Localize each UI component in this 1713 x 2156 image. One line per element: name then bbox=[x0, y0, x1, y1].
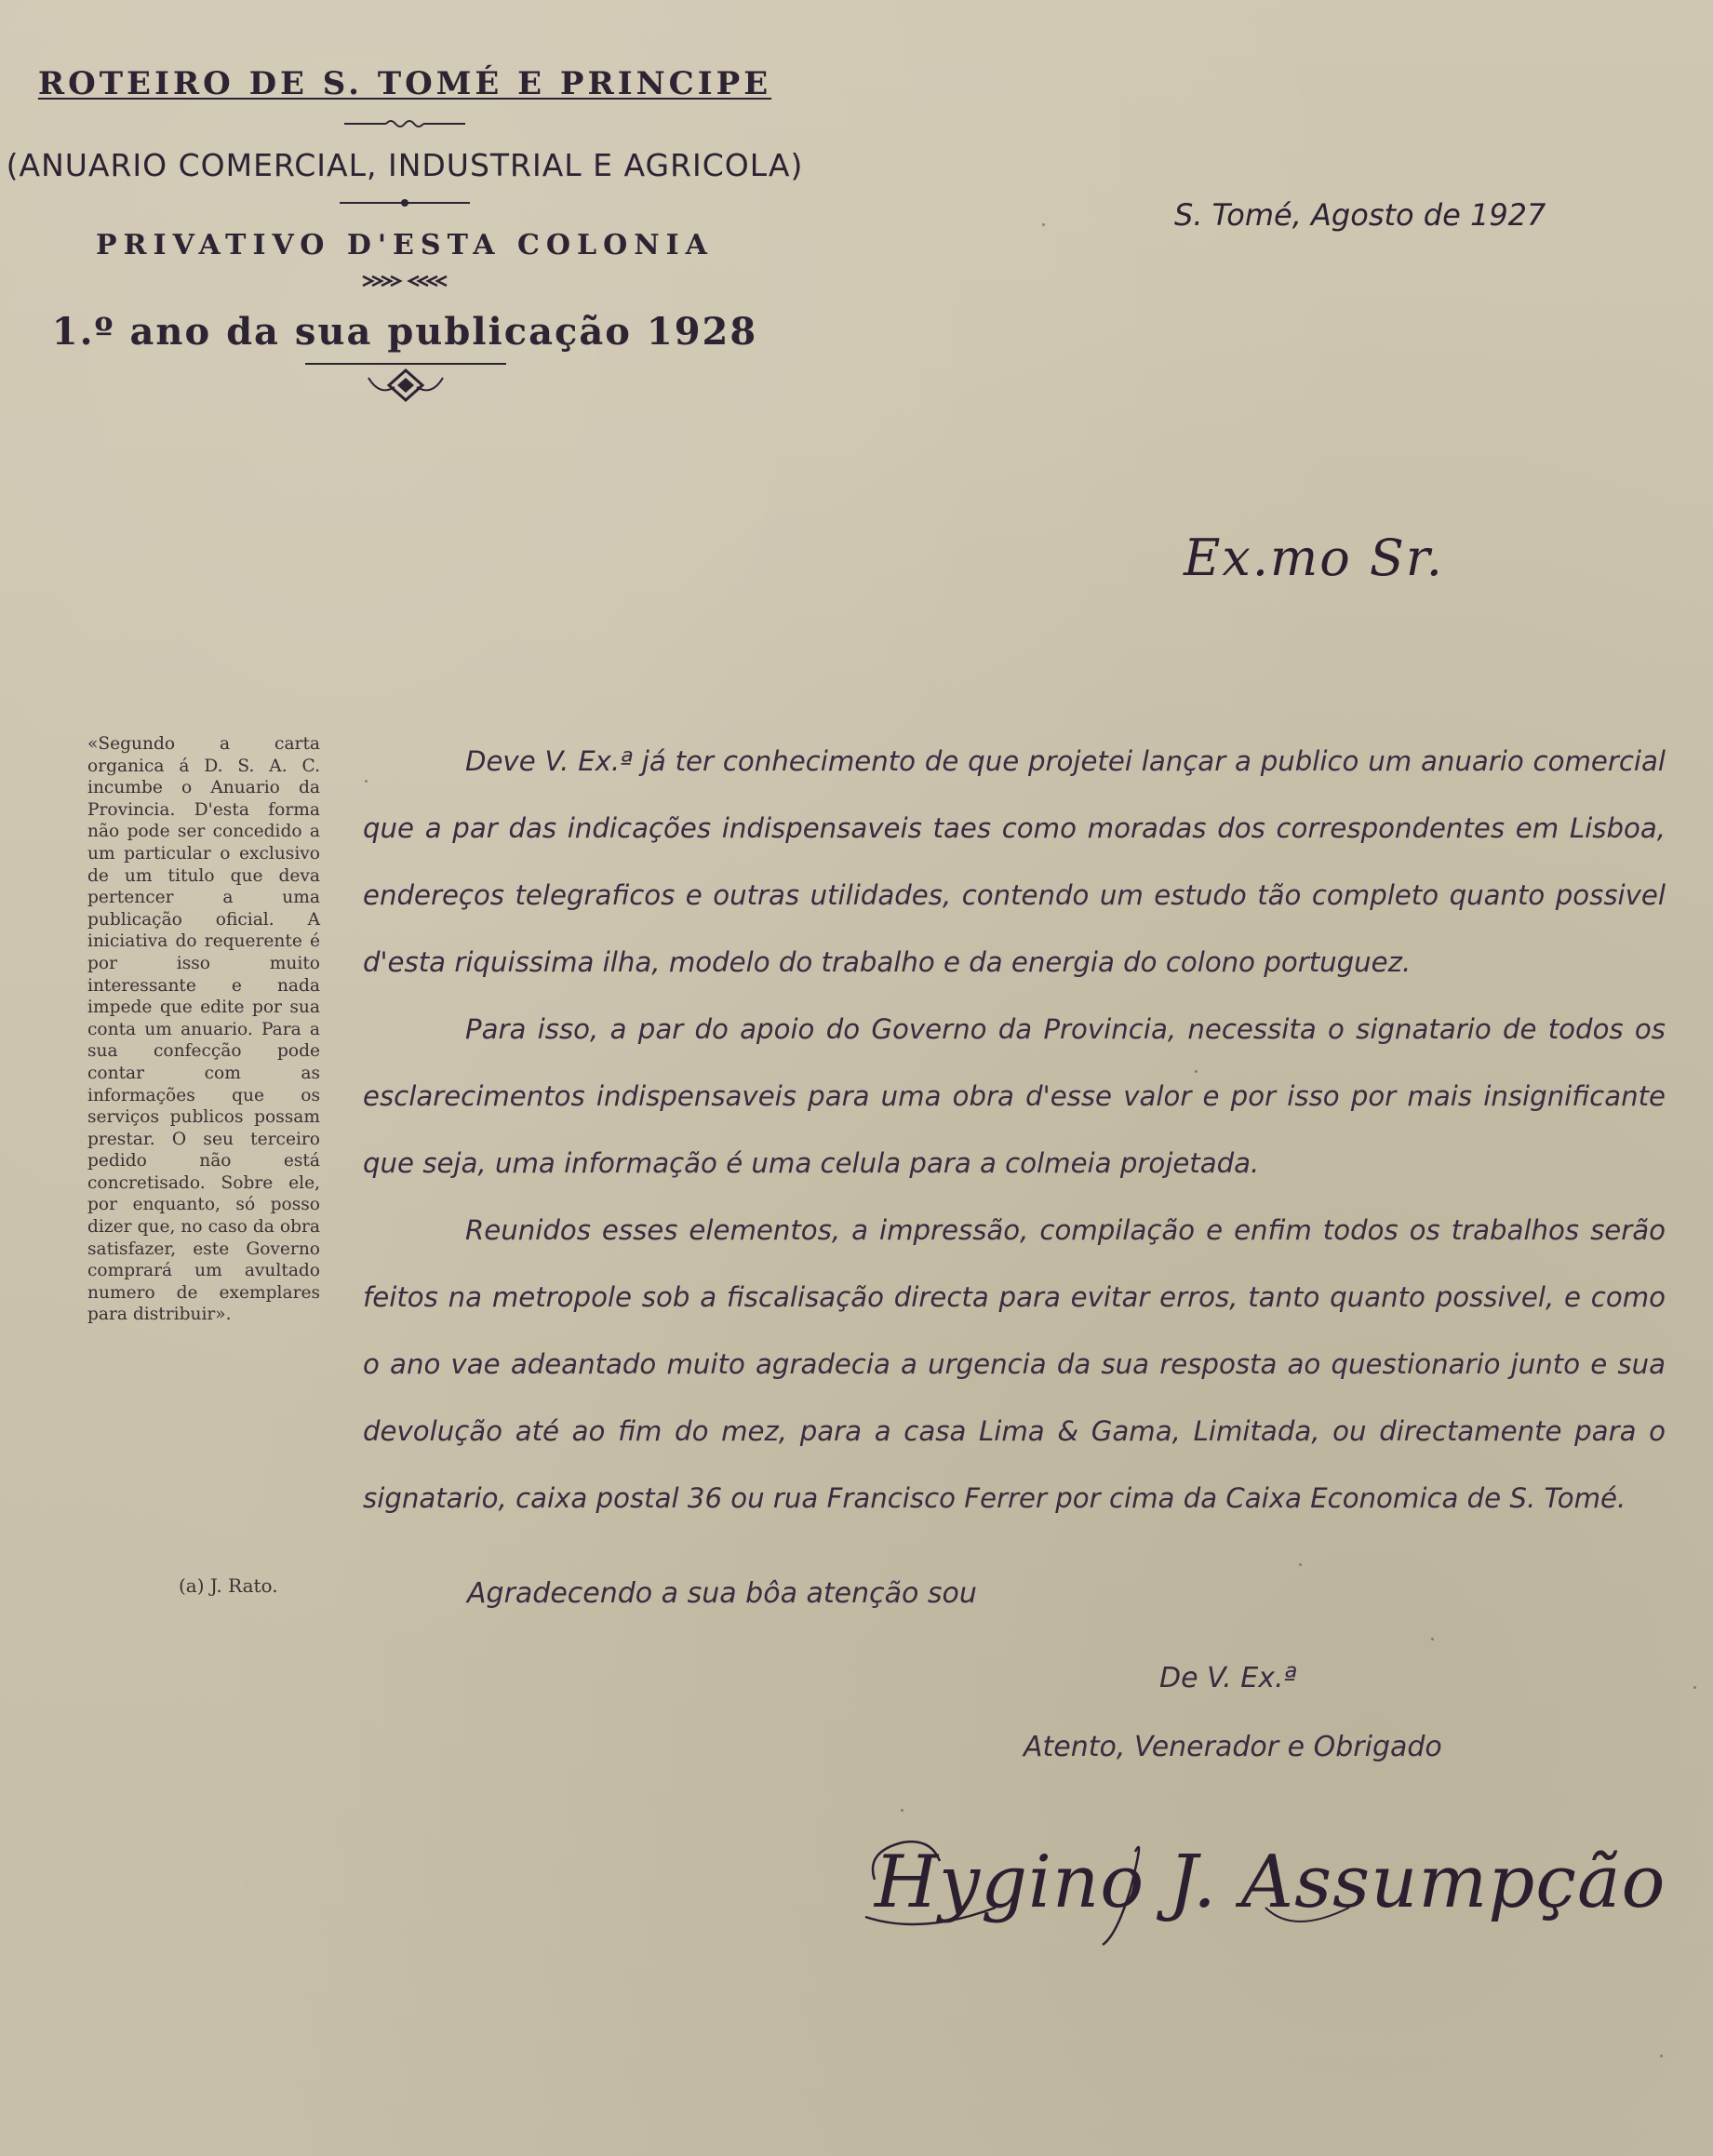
letter-body bbox=[363, 728, 1666, 1532]
letterhead-privative: PRIVATIVO D'ESTA COLONIA bbox=[96, 229, 714, 261]
body-paragraph: Para isso, a par do apoio do Governo da Provincia, necessita o signatario de todos os esclarecimentos indispensaveis para uma obra d'esse valor e por isso por mais insignificante que seja, uma informação é uma celula para a colmeia projetada. bbox=[363, 1013, 1666, 1179]
diamond-ornament-icon bbox=[305, 361, 506, 413]
letterhead-title: ROTEIRO DE S. TOMÉ E PRINCIPE bbox=[37, 65, 772, 102]
closing-line: Agradecendo a sua bôa atenção sou bbox=[467, 1577, 977, 1610]
body-paragraph: Reunidos esses elementos, a impressão, compilação e enfim todos os trabalhos serão feitos na metropole sob a fiscalisação directa para evitar erros, tanto quanto possivel, e como o ano vae adeantado muito agradecia a urgencia da sua resposta ao questionario junto e sua devolução até ao fim do mez, para a casa Lima & Gama, Limitada, ou directamente para o signatario, caixa postal 36 ou rua Francisco Ferrer por cima da Caixa Economica de S. Tomé. bbox=[363, 1214, 1666, 1514]
handwritten-signature bbox=[856, 1824, 1666, 1963]
closing-atento: Atento, Venerador e Obrigado bbox=[1024, 1731, 1442, 1763]
salutation: Ex.mo Sr. bbox=[1184, 529, 1444, 587]
letterhead-subtitle: (ANUARIO COMERCIAL, INDUSTRIAL E AGRICOLA) bbox=[6, 147, 804, 183]
signature-name: Hygino J. Assumpção bbox=[875, 1841, 1666, 1924]
body-paragraph: Deve V. Ex.ª já ter conhecimento de que projetei lançar a publico um anuario comercial que a par das indicações indispensaveis taes como moradas dos correspondentes em Lisboa, endereços telegraficos e outras utilidades, contendo um estudo tão completo quanto possivel d'esta riquissima ilha, modelo do trabalho e da energia do colono portuguez. bbox=[363, 745, 1666, 978]
divider-icon bbox=[340, 197, 470, 208]
letter-date: S. Tomé, Agosto de 1927 bbox=[1174, 197, 1546, 233]
side-note-signature: (a) J. Rato. bbox=[179, 1574, 278, 1597]
closing-devex: De V. Ex.ª bbox=[1159, 1662, 1297, 1694]
ornament-rule-icon bbox=[344, 117, 465, 130]
letterhead-year-line: 1.º ano da sua publicação 1928 bbox=[51, 310, 758, 354]
side-note: «Segundo a carta organica á D. S. A. C. incumbe o Anuario da Provincia. D'esta forma não pode ser concedido a um particular o exclusivo de um titulo que deva pertencer a uma publicação oficial. A iniciativa do requerente é por isso muito interessante e nada impede que edite por sua conta um anuario. Para a sua confecção pode contar com as informações que os serviços publicos possam prestar. O seu terceiro pedido não está concretisado. Sobre ele, por enquanto, só posso dizer que, no caso da obra satisfazer, este Governo comprará um avultado numero de exemplares para distribuir». bbox=[87, 734, 320, 1325]
chevron-ornament-icon bbox=[358, 274, 451, 288]
